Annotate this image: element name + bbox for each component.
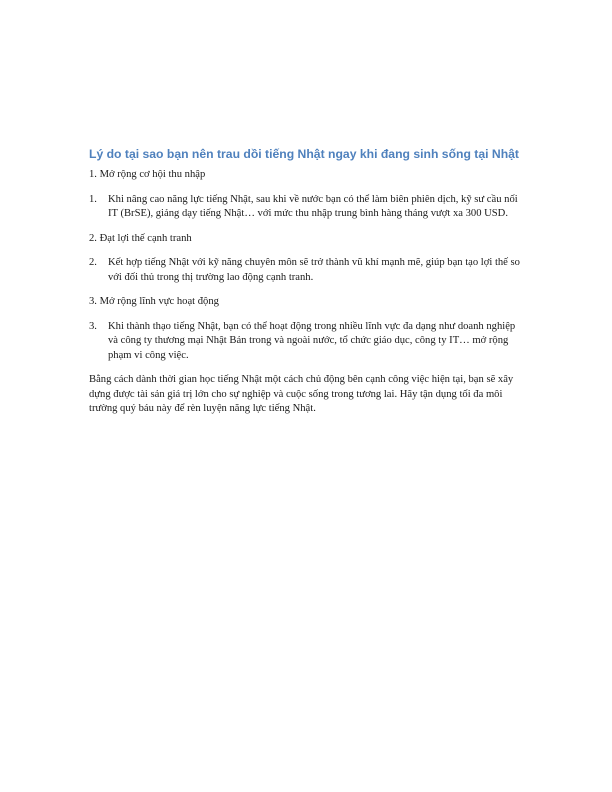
- section-1-subheading: 1. Mở rộng cơ hội thu nhập: [89, 169, 206, 180]
- closing-paragraph: Bằng cách dành thời gian học tiếng Nhật một cách chủ động bên cạnh công việc hiện tại, bạn sẽ xây dựng được tài sản giá trị lớn cho sự nghiệp và cuộc sống trong tương lai. Hãy tận dụng tối đa môi trường quý báu này để rèn luyện năng lực tiếng Nhật.: [89, 374, 514, 414]
- list-item-1: [89, 193, 525, 222]
- document-heading: Lý do tại sao bạn nên trau dồi tiếng Nhật ngay khi đang sinh sống tại Nhật: [89, 147, 519, 161]
- section-2-subheading: 2. Đạt lợi thế cạnh tranh: [89, 232, 192, 244]
- list-item-2: [89, 256, 525, 285]
- list-item-2-number: 2.: [89, 257, 97, 268]
- list-item-3-text: Khi thành thạo tiếng Nhật, bạn có thể hoạt động trong nhiều lĩnh vực đa dạng như doanh nghiệp và công ty thương mại Nhật Bản trong và ngoài nước, tổ chức giáo dục, công ty IT… mở rộng phạm vi công việc.: [108, 320, 516, 361]
- list-item-3-number: 3.: [89, 320, 97, 332]
- list-item-2-text: Kết hợp tiếng Nhật với kỹ năng chuyên môn sẽ trở thành vũ khí mạnh mẽ, giúp bạn tạo lợi thế so với đối thủ trong thị trường lao động cạnh tranh.: [108, 257, 520, 283]
- document-body: [89, 147, 525, 417]
- list-item-1-number: 1.: [89, 193, 97, 205]
- section-3-subheading: 3. Mở rộng lĩnh vực hoạt động: [89, 296, 219, 307]
- list-item-3: [89, 320, 525, 364]
- list-item-1-text: Khi nâng cao năng lực tiếng Nhật, sau khi về nước bạn có thể làm biên phiên dịch, kỹ sư cầu nối IT (BrSE), giảng dạy tiếng Nhật… với mức thu nhập trung bình hàng tháng vượt xa 300 USD.: [108, 193, 518, 219]
